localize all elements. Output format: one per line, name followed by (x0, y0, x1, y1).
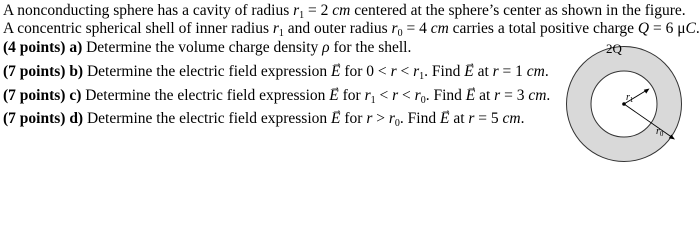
subscript-0: 0 (394, 118, 400, 129)
text-span: . (695, 20, 700, 37)
symbol-r0: r (388, 110, 395, 127)
value-span: = 5 (474, 110, 503, 127)
text-span: for the shell. (329, 39, 412, 56)
value-span: = 4 (402, 20, 431, 37)
text-span: . Find (424, 63, 465, 80)
text-span: . Find (399, 110, 440, 127)
subscript-0: 0 (397, 28, 403, 39)
text-span: at (475, 87, 495, 104)
question-b-label: (7 points) b) (3, 63, 84, 80)
text-span: Determine the electric field expression (83, 63, 332, 80)
question-d (3, 109, 525, 128)
unit-cm: cm (502, 110, 521, 127)
value-span: = 1 (498, 63, 527, 80)
text-span: > (372, 110, 389, 127)
text-span: for (340, 110, 367, 127)
symbol-r1: r (413, 63, 420, 80)
question-c (3, 86, 550, 105)
symbol-r1: r (272, 20, 279, 37)
symbol-r: r (390, 63, 397, 80)
vector-E: → E (440, 109, 449, 128)
shell-figure (564, 38, 684, 170)
unit-cm: cm (430, 20, 449, 37)
text-span: < (396, 63, 414, 80)
text-span: centered at the sphere’s center as shown in the figure. (350, 2, 686, 19)
text-span: Determine the electric field expression (83, 110, 332, 127)
unit-C: C (685, 20, 696, 37)
vector-E: → E (329, 86, 338, 105)
vector-E: → E (466, 86, 475, 105)
vector-E: → E (331, 109, 340, 128)
label-r1-base: r (626, 92, 630, 103)
label-r1-sub: 1 (629, 96, 634, 104)
text-span: Determine the volume charge density (82, 39, 323, 56)
problem-intro-line-1 (3, 1, 686, 20)
text-span: carries a total positive charge (448, 20, 638, 37)
symbol-r: r (494, 87, 501, 104)
text-span: at (473, 63, 493, 80)
label-r0-base: r (656, 126, 660, 137)
text-span: . (546, 87, 551, 104)
text-span: for 0 < (340, 63, 391, 80)
problem-intro-line-2 (3, 19, 700, 38)
vector-E: → E (331, 62, 340, 81)
charge-label-2Q: 2Q (606, 41, 622, 56)
text-span: < (398, 87, 415, 104)
subscript-1: 1 (419, 71, 425, 82)
text-span: at (449, 110, 469, 127)
symbol-rho: ρ (322, 39, 330, 56)
text-span: A nonconducting sphere has a cavity of radius (3, 2, 294, 19)
text-span: for (338, 87, 365, 104)
question-d-label: (7 points) d) (3, 110, 84, 127)
symbol-r: r (366, 110, 373, 127)
question-c-label: (7 points) c) (3, 87, 82, 104)
symbol-r: r (392, 87, 399, 104)
value-span: = 6 μ (649, 20, 686, 37)
text-span: . (544, 63, 549, 80)
subscript-1: 1 (299, 10, 305, 21)
subscript-1: 1 (370, 95, 376, 106)
value-span: = 2 (304, 2, 333, 19)
subscript-0: 0 (420, 95, 426, 106)
symbol-r1: r (293, 2, 300, 19)
question-a-label: (4 points) a) (3, 39, 83, 56)
unit-cm: cm (526, 63, 545, 80)
symbol-Q: Q (637, 20, 650, 37)
question-a (3, 38, 411, 57)
vector-E: → E (464, 62, 473, 81)
label-r0-sub: 0 (659, 130, 664, 138)
text-span: A concentric spherical shell of inner radius (3, 20, 273, 37)
symbol-r0: r (391, 20, 398, 37)
text-span: . (520, 110, 525, 127)
symbol-r0: r (414, 87, 421, 104)
text-span: . Find (425, 87, 466, 104)
text-span: and outer radius (283, 20, 392, 37)
symbol-r: r (468, 110, 475, 127)
text-span: Determine the electric field expression (81, 87, 330, 104)
text-span: < (375, 87, 393, 104)
symbol-r: r (492, 63, 499, 80)
spherical-shell-diagram (564, 38, 684, 170)
unit-cm: cm (528, 87, 547, 104)
value-span: = 3 (500, 87, 529, 104)
subscript-1: 1 (278, 28, 284, 39)
unit-cm: cm (332, 2, 351, 19)
symbol-r1: r (364, 87, 371, 104)
